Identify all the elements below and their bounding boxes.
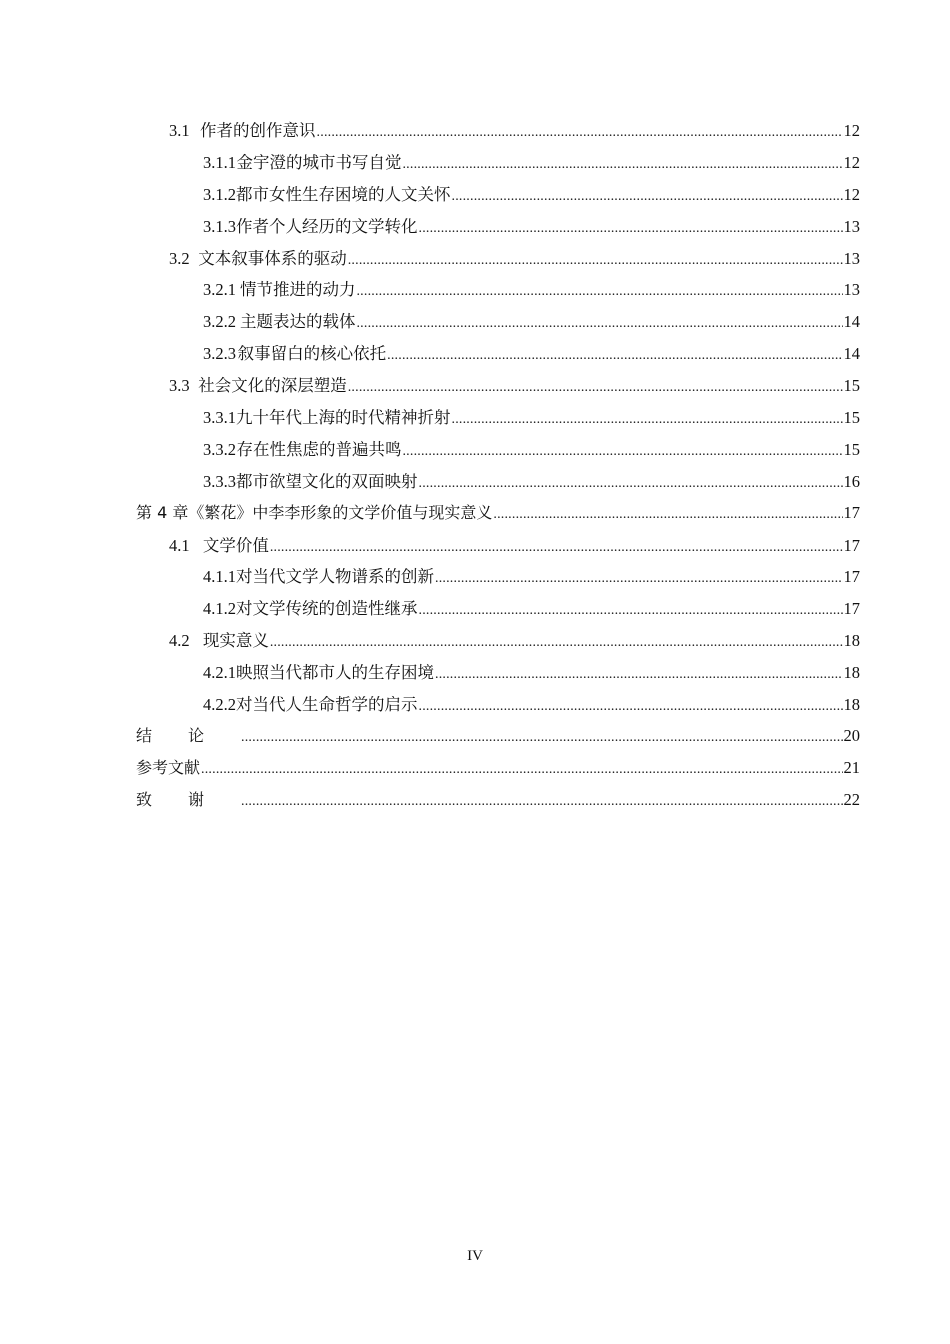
toc-title: 情节推进的动力 (239, 280, 356, 300)
toc-number: 3.1.2 (203, 184, 236, 204)
dot-leader (317, 125, 843, 141)
toc-entry[interactable] (136, 659, 860, 691)
toc-entry[interactable] (136, 372, 860, 404)
toc-title: 作者的创作意识 (200, 121, 316, 140)
toc-page: 18 (843, 631, 860, 651)
toc-entry[interactable] (136, 117, 860, 149)
toc-page: 15 (843, 376, 860, 396)
toc-entry[interactable] (136, 563, 860, 595)
toc-number: 4.1.2 (203, 599, 236, 619)
toc-number: 4.1.1 (203, 567, 236, 587)
toc-chapter-entry[interactable] (136, 500, 860, 532)
toc-chapter-number: 第 4 章 (136, 502, 189, 522)
toc-entry[interactable] (136, 627, 860, 659)
toc-entry[interactable] (136, 436, 860, 468)
toc-number: 3.3.3 (203, 471, 236, 491)
toc-number: 4.2.1 (203, 663, 236, 683)
toc-page: 17 (843, 599, 860, 619)
toc-title: 映照当代都市人的生存困境 (236, 663, 434, 683)
toc-title: 对文学传统的创造性继承 (236, 599, 418, 619)
toc-entry[interactable] (136, 149, 860, 181)
toc-number: 3.3.1 (203, 408, 236, 428)
toc-title: 九十年代上海的时代精神折射 (236, 408, 451, 428)
dot-leader (402, 444, 842, 460)
toc-entry[interactable] (136, 404, 860, 436)
toc-number: 3.2.1 (203, 280, 236, 300)
toc-page: 14 (843, 344, 860, 364)
toc-number: 4.1 (169, 535, 190, 555)
toc-page: 17 (843, 535, 860, 555)
toc-references-title: 参考文献 (136, 757, 201, 777)
toc-entry[interactable] (136, 181, 860, 213)
dot-leader (452, 412, 843, 428)
toc-title: 对当代文学人物谱系的创新 (236, 567, 434, 587)
toc-conclusion-title: 结论 (136, 725, 241, 745)
toc-title: 金宇澄的城市书写自觉 (236, 152, 402, 172)
toc-number: 3.3.2 (203, 439, 236, 459)
dot-leader (201, 762, 842, 778)
toc-page: 13 (843, 248, 860, 268)
toc-entry[interactable] (136, 691, 860, 723)
toc-acknowledgements-entry[interactable] (136, 787, 860, 819)
toc-page: 12 (843, 184, 860, 204)
dot-leader (419, 603, 843, 619)
toc-page: 12 (843, 152, 860, 172)
toc-number: 3.2 (169, 248, 190, 268)
toc-title: 作者个人经历的文学转化 (236, 216, 418, 236)
toc-title: 社会文化的深层塑造 (198, 376, 347, 396)
dot-leader (435, 571, 843, 587)
toc-title: 叙事留白的核心依托 (237, 344, 387, 364)
toc-references-entry[interactable] (136, 755, 860, 787)
toc-number: 3.1.3 (203, 216, 236, 236)
dot-leader (348, 380, 843, 396)
dot-leader (356, 316, 842, 332)
toc-title: 都市女性生存困境的人文关怀 (236, 184, 451, 204)
toc-entry[interactable] (136, 276, 860, 308)
dot-leader (270, 540, 843, 556)
toc-title: 文本叙事体系的驱动 (198, 248, 347, 268)
toc-title: 存在性焦虑的普遍共鸣 (236, 439, 402, 459)
dot-leader (270, 635, 843, 651)
dot-leader (493, 507, 842, 523)
toc-entry[interactable] (136, 308, 860, 340)
dot-leader (356, 284, 842, 300)
toc-entry[interactable] (136, 340, 860, 372)
toc-number: 4.2 (169, 631, 190, 651)
toc-page: 17 (843, 502, 860, 522)
dot-leader (435, 667, 843, 683)
toc-title: 主题表达的载体 (239, 312, 356, 332)
toc-entry[interactable] (136, 213, 860, 245)
toc-number: 3.2.3 (203, 344, 236, 364)
toc-acknowledgements-title: 致谢 (136, 789, 241, 809)
toc-title: 文学价值 (202, 535, 269, 555)
dot-leader (241, 794, 842, 810)
dot-leader (402, 157, 842, 173)
toc-page: 13 (843, 216, 860, 236)
toc-chapter-title: 《繁花》中李李形象的文学价值与现实意义 (188, 502, 493, 522)
dot-leader (419, 699, 843, 715)
dot-leader (387, 348, 842, 364)
dot-leader (419, 476, 843, 492)
toc-page: 14 (843, 312, 860, 332)
table-of-contents (136, 117, 860, 819)
toc-entry[interactable] (136, 595, 860, 627)
dot-leader (452, 189, 843, 205)
toc-page: 15 (843, 408, 860, 428)
toc-page: 18 (843, 663, 860, 683)
toc-page: 17 (843, 567, 860, 587)
toc-conclusion-entry[interactable] (136, 723, 860, 755)
toc-entry[interactable] (136, 468, 860, 500)
toc-page: 16 (843, 471, 860, 491)
toc-entry[interactable] (136, 532, 860, 564)
dot-leader (241, 730, 842, 746)
toc-page: 13 (843, 280, 860, 300)
toc-page: 12 (843, 121, 860, 140)
toc-entry[interactable] (136, 245, 860, 277)
toc-number: 4.2.2 (203, 695, 236, 715)
toc-title: 现实意义 (202, 631, 269, 651)
dot-leader (348, 253, 843, 269)
toc-number: 3.1.1 (203, 152, 236, 172)
toc-page: 22 (843, 789, 860, 809)
toc-title: 都市欲望文化的双面映射 (236, 471, 418, 491)
toc-page: 18 (843, 695, 860, 715)
dot-leader (419, 221, 843, 237)
toc-page: 20 (843, 725, 860, 745)
toc-title: 对当代人生命哲学的启示 (236, 695, 418, 715)
toc-page: 15 (843, 439, 860, 459)
toc-number: 3.2.2 (203, 312, 236, 332)
toc-number: 3.1 (169, 121, 190, 140)
page-number-footer: IV (467, 1248, 483, 1264)
toc-number: 3.3 (169, 376, 190, 396)
toc-page: 21 (843, 757, 860, 777)
